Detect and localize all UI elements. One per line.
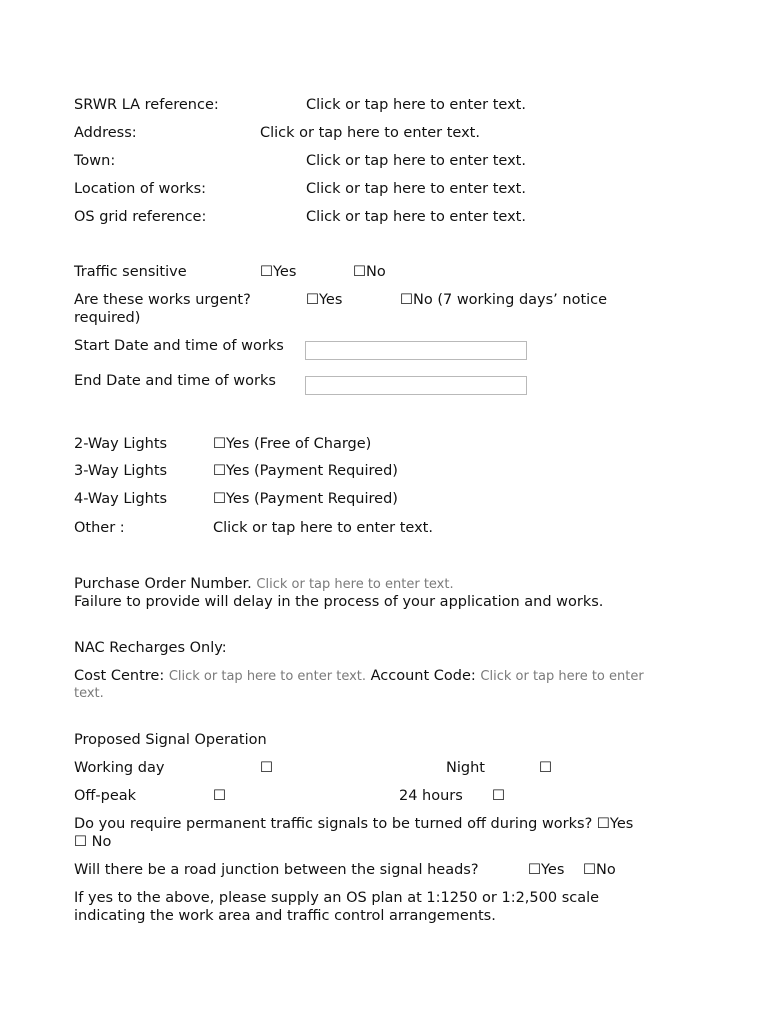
junction-yes-checkbox[interactable]: ☐Yes — [528, 862, 565, 878]
start-date-input[interactable] — [305, 341, 527, 360]
cost-centre-label: Cost Centre: — [74, 668, 165, 684]
two-way-lights-label: 2-Way Lights — [74, 436, 168, 452]
os-plan-instruction-line1: If yes to the above, please supply an OS plan at 1:1250 or 1:2,500 scale — [74, 890, 600, 906]
srwr-field[interactable]: Click or tap here to enter text. — [306, 97, 526, 113]
urgent-yes-checkbox[interactable]: ☐Yes — [306, 292, 343, 308]
address-field[interactable]: Click or tap here to enter text. — [260, 125, 480, 141]
permanent-signals-question: Do you require permanent traffic signals to be turned off during works? — [74, 816, 593, 832]
town-label: Town: — [74, 153, 116, 169]
24-hours-label: 24 hours — [399, 788, 463, 804]
traffic-sensitive-no-checkbox[interactable]: ☐No — [353, 264, 386, 280]
location-of-works-field[interactable]: Click or tap here to enter text. — [306, 181, 526, 197]
24-hours-checkbox[interactable]: ☐ — [492, 788, 505, 804]
nac-codes-row — [74, 667, 644, 686]
purchase-order-label: Purchase Order Number. — [74, 576, 252, 592]
two-way-lights-checkbox[interactable]: ☐Yes (Free of Charge) — [213, 436, 372, 452]
night-label: Night — [446, 760, 485, 776]
address-label: Address: — [74, 125, 137, 141]
urgent-no-continuation: required) — [74, 310, 141, 326]
other-label: Other : — [74, 520, 125, 536]
off-peak-label: Off-peak — [74, 788, 137, 804]
purchase-order-note: Failure to provide will delay in the process of your application and works. — [74, 594, 604, 610]
four-way-lights-checkbox[interactable]: ☐Yes (Payment Required) — [213, 491, 398, 507]
urgent-works-label: Are these works urgent? — [74, 292, 251, 308]
working-day-label: Working day — [74, 760, 165, 776]
traffic-sensitive-yes-checkbox[interactable]: ☐Yes — [260, 264, 297, 280]
account-code-label: Account Code: — [370, 668, 476, 684]
working-day-checkbox[interactable]: ☐ — [260, 760, 273, 776]
other-field[interactable]: Click or tap here to enter text. — [213, 520, 433, 536]
three-way-lights-checkbox[interactable]: ☐Yes (Payment Required) — [213, 463, 398, 479]
night-checkbox[interactable]: ☐ — [539, 760, 552, 776]
os-plan-instruction-line2: indicating the work area and traffic control arrangements. — [74, 908, 496, 924]
purchase-order-field[interactable]: Click or tap here to enter text. — [256, 577, 454, 592]
permanent-signals-yes-checkbox[interactable]: ☐Yes — [596, 816, 634, 832]
junction-question: Will there be a road junction between the signal heads? — [74, 862, 479, 878]
start-date-label: Start Date and time of works — [74, 338, 284, 354]
end-date-input[interactable] — [305, 376, 527, 395]
account-code-field-continuation: text. — [74, 686, 104, 701]
purchase-order-row — [74, 575, 454, 594]
cost-centre-field[interactable]: Click or tap here to enter text. — [168, 669, 367, 684]
account-code-field[interactable]: Click or tap here to enter — [480, 669, 644, 684]
traffic-sensitive-label: Traffic sensitive — [74, 264, 187, 280]
permanent-signals-row — [74, 815, 633, 833]
nac-title: NAC Recharges Only: — [74, 640, 227, 656]
town-field[interactable]: Click or tap here to enter text. — [306, 153, 526, 169]
off-peak-checkbox[interactable]: ☐ — [213, 788, 226, 804]
signal-operation-title: Proposed Signal Operation — [74, 732, 267, 748]
os-grid-field[interactable]: Click or tap here to enter text. — [306, 209, 526, 225]
permanent-signals-no-checkbox[interactable]: ☐ No — [74, 834, 112, 850]
os-grid-label: OS grid reference: — [74, 209, 207, 225]
junction-no-checkbox[interactable]: ☐No — [583, 862, 616, 878]
urgent-no-checkbox[interactable]: ☐No (7 working days’ notice — [400, 292, 608, 308]
end-date-label: End Date and time of works — [74, 373, 276, 389]
four-way-lights-label: 4-Way Lights — [74, 491, 168, 507]
three-way-lights-label: 3-Way Lights — [74, 463, 168, 479]
srwr-label: SRWR LA reference: — [74, 97, 219, 113]
location-of-works-label: Location of works: — [74, 181, 207, 197]
